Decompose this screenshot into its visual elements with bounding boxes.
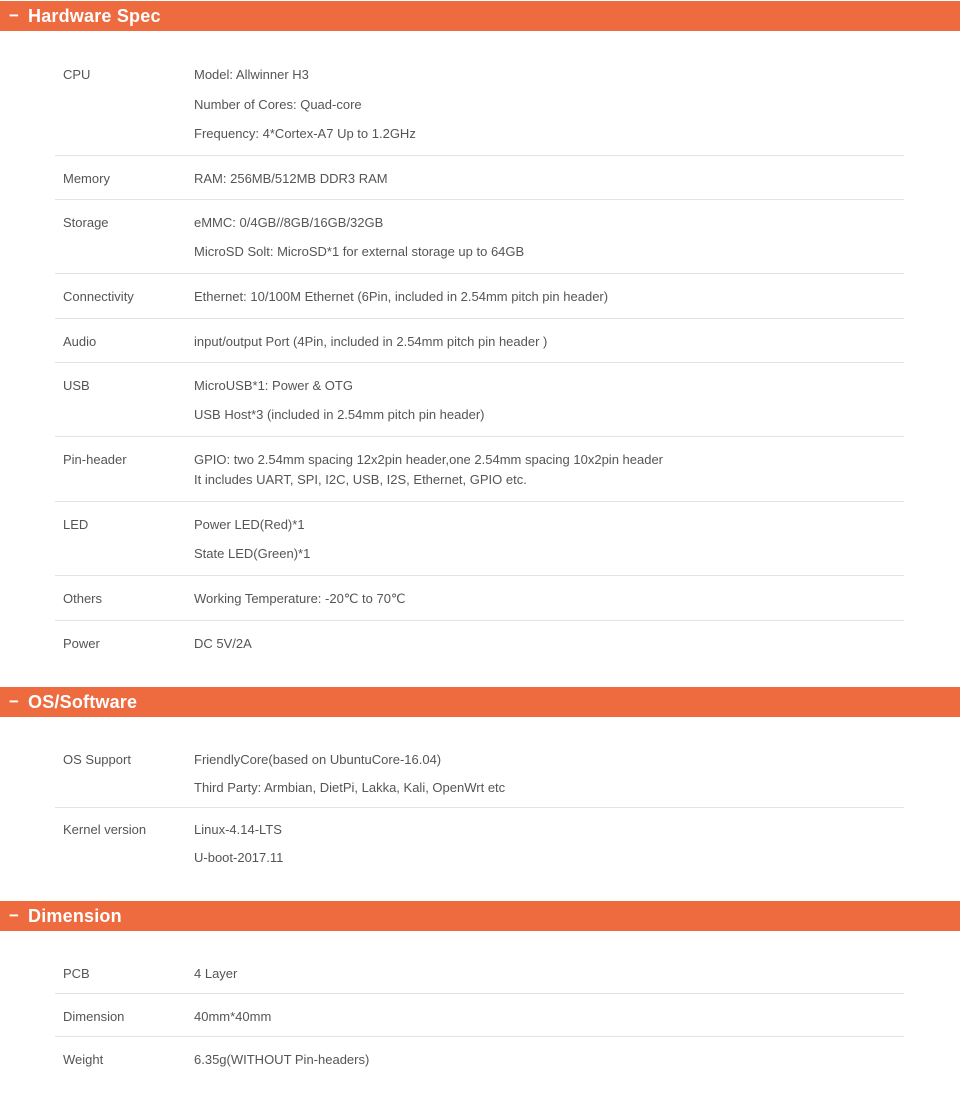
spec-value: DC 5V/2A (194, 636, 252, 651)
os-software-table (55, 744, 904, 878)
spec-value: 4 Layer (194, 966, 238, 981)
spec-label: Connectivity (63, 289, 134, 304)
spec-label: OS Support (63, 752, 131, 767)
spec-row-connectivity (55, 274, 904, 319)
spec-value: Third Party: Armbian, DietPi, Lakka, Kali, OpenWrt etc (194, 780, 506, 795)
spec-label: Power (63, 636, 100, 651)
spec-value: FriendlyCore(based on UbuntuCore-16.04) (194, 752, 442, 767)
spec-value: MicroSD Solt: MicroSD*1 for external storage up to 64GB (194, 244, 525, 259)
spec-value: input/output Port (4Pin, included in 2.54mm pitch pin header ) (194, 334, 548, 349)
spec-value: State LED(Green)*1 (194, 546, 311, 561)
section-title: Hardware Spec (28, 5, 161, 26)
spec-row-cpu (55, 58, 904, 156)
spec-label: CPU (63, 67, 91, 82)
spec-label: Storage (63, 215, 109, 230)
spec-row-memory (55, 156, 904, 200)
spec-value: Frequency: 4*Cortex-A7 Up to 1.2GHz (194, 126, 416, 141)
spec-label: Kernel version (63, 822, 147, 837)
spec-label: USB (63, 378, 90, 393)
spec-value: Linux-4.14-LTS (194, 822, 282, 837)
section-header-os-software[interactable] (0, 687, 960, 717)
spec-row-others (55, 576, 904, 621)
spec-label: Audio (63, 334, 97, 349)
spec-value: It includes UART, SPI, I2C, USB, I2S, Ethernet, GPIO etc. (194, 472, 527, 487)
spec-label: Others (63, 591, 103, 606)
spec-value: RAM: 256MB/512MB DDR3 RAM (194, 171, 388, 186)
spec-value: eMMC: 0/4GB//8GB/16GB/32GB (194, 215, 384, 230)
spec-value: MicroUSB*1: Power & OTG (194, 378, 353, 393)
spec-value: U-boot-2017.11 (194, 850, 284, 865)
spec-row-pin-header (55, 437, 904, 502)
section-header-hardware-spec[interactable] (0, 1, 960, 31)
spec-value: Number of Cores: Quad-core (194, 97, 362, 112)
spec-row-dimension (55, 994, 904, 1037)
spec-value: 6.35g(WITHOUT Pin-headers) (194, 1052, 370, 1067)
spec-label: PCB (63, 966, 90, 981)
spec-label: Pin-header (63, 452, 127, 467)
dimension-table (55, 951, 904, 1080)
spec-value: Ethernet: 10/100M Ethernet (6Pin, included in 2.54mm pitch pin header) (194, 289, 609, 304)
spec-row-storage (55, 200, 904, 274)
spec-label: Weight (63, 1052, 104, 1067)
section-title: Dimension (28, 905, 122, 926)
spec-value: Working Temperature: -20℃ to 70℃ (194, 591, 406, 606)
spec-row-pcb (55, 951, 904, 994)
spec-row-usb (55, 363, 904, 437)
spec-row-power (55, 621, 904, 665)
collapse-icon[interactable]: − (9, 906, 19, 925)
spec-row-led (55, 502, 904, 576)
spec-label: Memory (63, 171, 110, 186)
collapse-icon[interactable]: − (9, 6, 19, 25)
spec-label: LED (63, 517, 89, 532)
spec-value: USB Host*3 (included in 2.54mm pitch pin header) (194, 407, 485, 422)
spec-row-weight (55, 1037, 904, 1080)
spec-row-audio (55, 319, 904, 363)
spec-row-kernel-version (55, 808, 904, 878)
spec-value: GPIO: two 2.54mm spacing 12x2pin header,one 2.54mm spacing 10x2pin header (194, 452, 664, 467)
collapse-icon[interactable]: − (9, 692, 19, 711)
section-title: OS/Software (28, 691, 138, 712)
spec-value: Model: Allwinner H3 (194, 67, 309, 82)
hardware-spec-table (55, 58, 904, 665)
section-header-dimension[interactable] (0, 901, 960, 931)
spec-value: Power LED(Red)*1 (194, 517, 305, 532)
spec-value: 40mm*40mm (194, 1009, 272, 1024)
spec-label: Dimension (63, 1009, 125, 1024)
spec-row-os-support (55, 744, 904, 808)
